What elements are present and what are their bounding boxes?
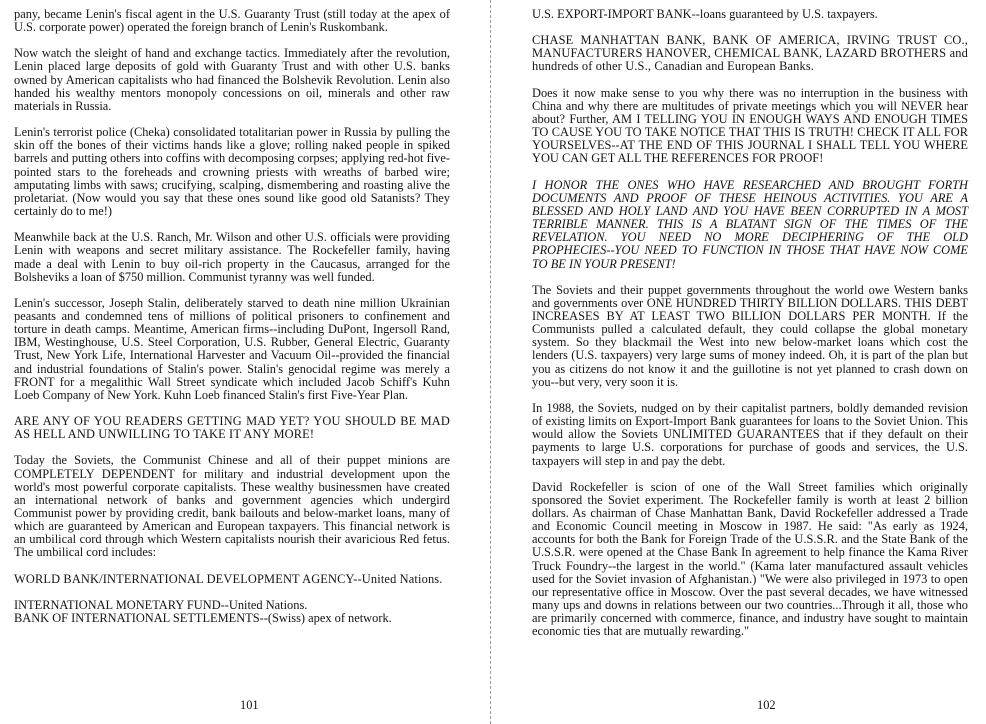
left-paragraph-10: BANK OF INTERNATIONAL SETTLEMENTS--(Swiss) apex of network.	[14, 610, 392, 625]
left-paragraph-6: ARE ANY OF YOU READERS GETTING MAD YET? YOU SHOULD BE MAD AS HELL AND UNWILLING TO TAKE IT ANY MORE!	[14, 414, 450, 442]
left-paragraph-9: INTERNATIONAL MONETARY FUND--United Nations.	[14, 597, 308, 612]
left-paragraph-2: Now watch the sleight of hand and exchange tactics. Immediately after the revolution, Lenin placed large deposits of gold with Guaranty Trust and with other U.S. banks owned by American capitalists who had financed the Bolshevik Revolution. Lenin also handed his wealthy mentors monopoly concessions on oil, minerals and other raw materials in Russia.	[14, 46, 450, 113]
left-paragraph-7: Today the Soviets, the Communist Chinese and all of their puppet minions are COMPLETELY DEPENDENT for military and industrial development upon the world's most powerful corporate capitalists. These wealthy businessmen have created an international network of banks and government agencies which undergird Communist power by providing credit, bank bailouts and below-market loans, many of which are guaranteed by American and European taxpayers. This financial network is an umbilical cord through which Western capitalists nourish their avaricious Red fetus. The umbilical cord includes:	[14, 453, 450, 560]
right-page-number: 102	[757, 698, 776, 712]
page-gutter-divider	[490, 0, 491, 724]
left-page-number: 101	[240, 698, 259, 712]
left-paragraph-4: Meanwhile back at the U.S. Ranch, Mr. Wilson and other U.S. officials were providing Lenin with weapons and secret military assistance. The Rockefeller family, having made a deal with Lenin to buy oil-rich property in the Caucasus, arranged for the Bolsheviks a loan of $750 million. Communist tyranny was well funded.	[14, 230, 450, 284]
right-paragraph-5: The Soviets and their puppet governments throughout the world owe Western banks and governments over ONE HUNDRED THIRTY BILLION DOLLARS. THIS DEBT INCREASES BY AT LEAST TWO BILLION DOLLARS PER MONTH. If the Communists pulled a calculated default, they could collapse the global monetary system. So they blackmail the West into new below-market loans which cost the lenders (U.S. taxpayers) very large sums of money indeed. Oh, it is part of the plan but you as citizens do not know it and the guillotine is not yet planned to crash down on you--but very, very soon it is.	[532, 282, 968, 389]
left-paragraph-3: Lenin's terrorist police (Cheka) consolidated totalitarian power in Russia by pulling the skin off the bones of their victims hands like a glove; rolling naked people in spiked barrels and putting others into coffins with decomposing corpses; applying red-hot five-pointed stars to the foreheads and crowning priests with wreaths of barbed wire; amputating limbs with saws; crucifying, scalping, dismembering and roasting alive the proletariat. (Now would you say that these ones sound like good old Satanists? They certainly do to me!)	[14, 125, 450, 219]
right-paragraph-3: Does it now make sense to you why there was no interruption in the business with China and why there are multitudes of private meetings which you will NEVER hear about? Further, AM I TELLING YOU IN ENOUGH WAYS AND ENOUGH TIMES TO CAUSE YOU TO TAKE NOTICE THAT THIS IS TRUTH! CHECK IT ALL FOR YOURSELVES--AT THE END OF THIS JOURNAL I SHALL TELL YOU WHERE YOU CAN GET ALL THE REFERENCES FOR PROOF!	[532, 85, 968, 166]
right-paragraph-7: David Rockefeller is scion of one of the Wall Street families which originally sponsored the Soviet experiment. The Rockefeller family is worth at least 2 billion dollars. As chairman of Chase Manhattan Bank, David Rockefeller addressed a Trade and Economic Council meeting in Moscow in 1987. He said: "As early as 1924, accounts for both the Bank for Foreign Trade of the U.S.S.R. and the State Bank of the U.S.S.R. were opened at the Chase Bank In agreement to help finance the Kama River Truck Foundry--the largest in the world." (Kama later manufactured assault vehicles used for the Soviet invasion of Afghanistan.) "We were also privileged in 1973 to open our representative office in Moscow. Over the past several decades, we have witnessed many ups and downs in relations between our two countries...Through it all, those who are primarily concerned with commerce, finance, and industry have sought to maintain economic ties that are mutually rewarding."	[532, 479, 968, 639]
left-page	[14, 8, 450, 698]
left-paragraph-8: WORLD BANK/INTERNATIONAL DEVELOPMENT AGENCY--United Nations.	[14, 571, 443, 586]
right-paragraph-2: CHASE MANHATTAN BANK, BANK OF AMERICA, IRVING TRUST CO., MANUFACTURERS HANOVER, CHEMICAL BANK, LAZARD BROTHERS and hundreds of other U.S., Canadian and European Banks.	[532, 33, 968, 74]
right-paragraph-1: U.S. EXPORT-IMPORT BANK--loans guaranteed by U.S. taxpayers.	[532, 7, 878, 21]
left-paragraph-5: Lenin's successor, Joseph Stalin, deliberately starved to death nine million Ukrainian peasants and condemned tens of millions of political prisoners to confinement and torture in death camps. Meantime, American firms--including DuPont, Ingersoll Rand, IBM, Westinghouse, U.S. Steel Corporation, U.S. Rubber, General Electric, Guaranty Trust, New York Life, International Harvester and Vacuum Oil--provided the financial and industrial foundations of Stalin's power. Stalin's genocidal regime was merely a FRONT for a megalithic Wall Street syndicate which included Jacob Schiff's Kuhn Loeb Company of New York. Kuhn Loeb financed Stalin's first Five-Year Plan.	[14, 295, 450, 402]
right-page	[532, 8, 968, 698]
right-paragraph-4: I HONOR THE ONES WHO HAVE RESEARCHED AND BROUGHT FORTH DOCUMENTS AND PROOF OF THESE HEINOUS ACTIVITIES. YOU ARE A BLESSED AND HOLY LAND AND YOU HAVE BEEN CORRUPTED IN A MOST TERRIBLE MANNER. THIS IS A BLATANT SIGN OF THE TIMES OF THE REVELATION. YOU NEED NO MORE DECIPHERING OF THE OLD PROPHECIES--YOU NEED TO FUNCTION IN THOSE THAT HAVE NOW COME TO BE IN YOUR PRESENT!	[532, 177, 968, 271]
right-paragraph-6: In 1988, the Soviets, nudged on by their capitalist partners, boldly demanded revision of existing limits on Export-Import Bank guarantees for loans to the Soviet Union. This would allow the Soviets UNLIMITED GUARANTEES that if they default on their payments to large U.S. corporations for purchase of goods and services, the U.S. taxpayers will step in and pay the debt.	[532, 400, 968, 468]
left-paragraph-1: pany, became Lenin's fiscal agent in the U.S. Guaranty Trust (still today at the apex of U.S. corporate power) operated the foreign branch of Lenin's Ruskombank.	[14, 7, 450, 35]
